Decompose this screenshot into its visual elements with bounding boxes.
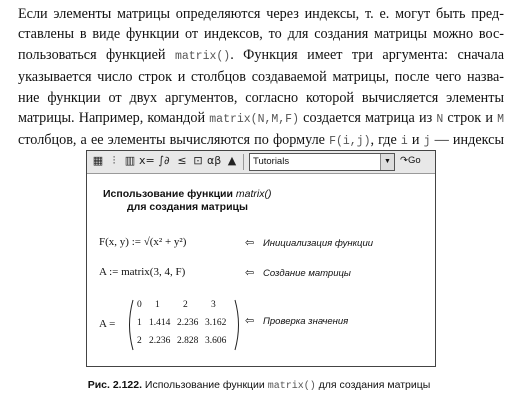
matrix-cell: 3.162 xyxy=(205,318,227,328)
matrix-creation-expression[interactable]: A := matrix(3, 4, F) xyxy=(99,266,186,278)
paragraph-text: и xyxy=(407,132,424,149)
figure-number: Рис. 2.122. xyxy=(87,379,143,391)
inline-code: M xyxy=(497,113,505,127)
matrix-cell: 2.236 xyxy=(149,336,171,346)
greek-toolbar-icon[interactable]: αβ xyxy=(207,154,222,167)
arrow-left-icon: ⇦ xyxy=(245,236,255,249)
arrow-left-icon: ⇦ xyxy=(245,314,255,327)
resource-combo-value: Tutorials xyxy=(253,156,290,167)
worksheet xyxy=(87,174,435,366)
paragraph-text: — индексы xyxy=(430,132,504,149)
comment-create[interactable]: Создание матрицы xyxy=(263,268,351,279)
title-function-name: matrix() xyxy=(235,188,272,200)
function-definition[interactable]: F(x, y) := √(x² + y²) xyxy=(99,236,187,248)
matrix-eval-lhs[interactable]: A = xyxy=(99,318,116,330)
comment-init[interactable]: Инициализация функции xyxy=(263,238,374,249)
matrix-cell: 2.828 xyxy=(177,336,199,346)
programming-toolbar-icon[interactable]: ⊡ xyxy=(193,154,203,167)
paragraph-text: создается матрица из xyxy=(298,110,437,127)
paragraph-text: . Функция имеет три аргумента: сначала xyxy=(230,46,504,63)
math-toolbar xyxy=(87,151,435,174)
paragraph-line-2: ставлены в виде функции от индексов, то для создания матрицы можно вос- xyxy=(18,26,504,43)
worksheet-title xyxy=(103,188,271,214)
inline-code: matrix(N,M,F) xyxy=(209,113,299,127)
matrix-cell: 1 xyxy=(137,318,142,328)
go-arrow-icon: ↷ xyxy=(400,155,408,166)
paragraph-line-5: ние функции от двух аргументов, согласно которой вычисляется элементы xyxy=(18,89,504,106)
go-button[interactable] xyxy=(400,154,421,168)
comment-check[interactable]: Проверка значения xyxy=(263,316,349,327)
arrow-left-icon: ⇦ xyxy=(245,266,255,279)
calculator-toolbar-icon[interactable]: ▦ xyxy=(92,154,104,167)
calculus-toolbar-icon[interactable]: ∫∂ xyxy=(158,154,170,167)
inline-code: F(i,j) xyxy=(329,135,371,149)
boolean-toolbar-icon[interactable]: ≤ xyxy=(177,154,187,167)
matrix-cell: 2 xyxy=(137,336,142,346)
caption-text: Использование функции xyxy=(142,379,268,391)
inline-code: N xyxy=(436,113,444,127)
caption-code: matrix() xyxy=(267,381,316,392)
matrix-cell: 0 xyxy=(137,300,142,310)
matrix-cell: 2.236 xyxy=(177,318,199,328)
paragraph-line-4: указывается число строк и столбцов создаваемой матрицы, после чего назва- xyxy=(18,69,504,86)
body-paragraph xyxy=(18,4,504,153)
inline-code: i xyxy=(400,135,408,149)
mathcad-window xyxy=(86,150,436,367)
matrix-toolbar-icon[interactable]: ▥ xyxy=(124,154,136,167)
matrix-cell: 1.414 xyxy=(149,318,171,328)
toolbar-separator xyxy=(243,154,244,170)
go-label: Go xyxy=(407,155,421,166)
result-matrix[interactable] xyxy=(125,298,243,352)
matrix-cell: 3 xyxy=(211,300,216,310)
paragraph-text: строк и xyxy=(443,110,498,127)
evaluation-toolbar-icon[interactable]: x= xyxy=(139,154,155,167)
caption-text: для создания матрицы xyxy=(315,379,431,391)
inline-code: j xyxy=(423,135,431,149)
paragraph-text: пользоваться функцией xyxy=(18,46,175,63)
worksheet-title-line-2: для создания матрицы xyxy=(127,201,248,213)
matrix-cell: 3.606 xyxy=(205,336,227,346)
symbolic-toolbar-icon[interactable]: ▲ xyxy=(227,154,237,167)
title-text: Использование функции xyxy=(103,188,236,200)
worksheet-title-line-1 xyxy=(103,188,271,201)
paragraph-line-1: Если элементы матрицы определяются через индексы, т. е. могут быть пред- xyxy=(18,6,504,22)
paragraph-text: столбцов, а ее элементы вычисляются по формуле xyxy=(18,132,330,149)
figure-caption xyxy=(0,379,518,392)
matrix-cell: 2 xyxy=(183,300,188,310)
paragraph-text: , где xyxy=(370,132,401,149)
matrix-cell: 1 xyxy=(155,300,160,310)
inline-code: matrix() xyxy=(174,49,231,63)
resource-combo[interactable] xyxy=(249,153,395,171)
chevron-down-icon[interactable]: ▼ xyxy=(380,154,394,170)
paragraph-line-6 xyxy=(18,108,504,130)
paragraph-line-3 xyxy=(18,45,504,67)
graph-toolbar-icon[interactable]: ⫶ xyxy=(112,154,116,167)
paragraph-text: матрицы. Например, командой xyxy=(18,110,210,127)
